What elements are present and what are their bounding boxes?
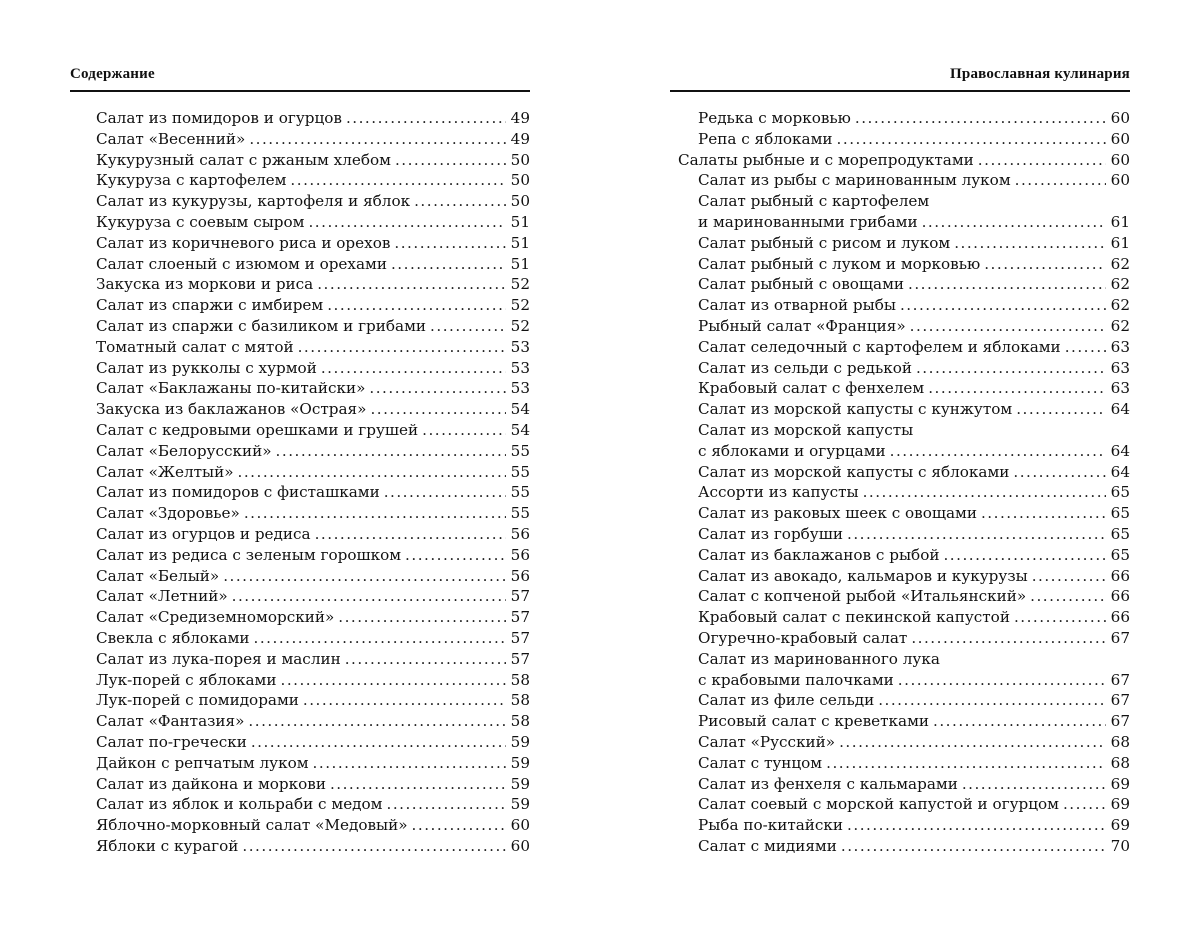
dot-leader (839, 732, 1106, 753)
entry-title: Салат с мидиями (698, 836, 837, 855)
page-number: 62 (1110, 296, 1130, 315)
page-number: 60 (1110, 171, 1130, 190)
entry-title: Салат из лука-порея и маслин (96, 649, 341, 668)
page-number: 49 (510, 109, 530, 127)
page-number: 50 (510, 171, 530, 190)
dot-leader (1065, 337, 1106, 358)
toc-entry (96, 794, 530, 815)
toc-entry (678, 212, 1130, 233)
dot-leader (338, 607, 506, 628)
entry-title: Салат из горбуши (698, 524, 843, 543)
toc-entry (96, 399, 530, 420)
toc-entry (678, 836, 1130, 857)
entry-title: Рыба по-китайски (698, 816, 844, 835)
entry-title: Салат с кедровыми орешками и грушей (96, 420, 419, 439)
toc-entry (96, 732, 530, 753)
toc-entry (678, 607, 1130, 628)
entry-title: Салат с тунцом (698, 753, 823, 772)
entry-title: Рисовый салат с креветками (698, 712, 930, 731)
page-number: 67 (1110, 691, 1130, 710)
entry-title: Салат по-гречески (96, 732, 247, 751)
entry-title: Салат из рыбы с маринованным луком (698, 171, 1011, 190)
entry-title: Салат из дайкона и моркови (96, 774, 326, 793)
entry-title: Салат из спаржи с имбирем (96, 296, 324, 315)
page-number: 59 (510, 753, 530, 772)
dot-leader (1016, 399, 1106, 420)
page-number: 60 (510, 836, 530, 855)
dot-leader (308, 212, 506, 233)
page-number: 56 (510, 566, 530, 585)
page-number: 52 (510, 316, 530, 335)
dot-leader (855, 108, 1106, 129)
page-number: 57 (510, 608, 530, 627)
entry-title: Салат из морской капусты (698, 420, 914, 439)
page-number: 66 (1110, 566, 1130, 585)
dot-leader (414, 191, 506, 212)
page-number: 62 (1110, 275, 1130, 294)
page-number: 62 (1110, 254, 1130, 273)
toc-entry (96, 441, 530, 462)
toc-entry (96, 628, 530, 649)
dot-leader (837, 129, 1106, 150)
toc-entry (96, 212, 530, 233)
page-number: 49 (510, 129, 530, 148)
entry-title: с яблоками и огурцами (698, 441, 886, 460)
entry-title: Салат из рукколы с хурмой (96, 358, 317, 377)
running-header: Православная кулинария (950, 66, 1130, 82)
toc-entry (678, 358, 1130, 379)
page-number: 67 (1110, 670, 1130, 689)
page-number: 65 (1110, 545, 1130, 564)
page-number: 55 (510, 504, 530, 523)
toc-entry (96, 607, 530, 628)
entry-title: Салат «Летний» (96, 587, 228, 606)
entry-title: Томатный салат с мятой (96, 337, 294, 356)
dot-leader (248, 711, 506, 732)
entry-title: Салат из яблок и кольраби с медом (96, 795, 383, 814)
dot-leader (1032, 566, 1106, 587)
page-number: 60 (1110, 129, 1130, 148)
entry-title: Салат селедочный с картофелем и яблоками (698, 337, 1061, 356)
page-number: 70 (1110, 836, 1130, 855)
dot-leader (394, 233, 506, 254)
dot-leader (922, 212, 1106, 233)
entry-title: Крабовый салат с фенхелем (698, 379, 925, 398)
toc-entry (678, 794, 1130, 815)
dot-leader (910, 316, 1106, 337)
toc-entry (678, 462, 1130, 483)
dot-leader (847, 815, 1106, 836)
dot-leader (369, 378, 506, 399)
dot-leader (254, 628, 506, 649)
page-number: 63 (1110, 358, 1130, 377)
dot-leader (345, 649, 506, 670)
toc-list (678, 108, 1130, 857)
page-number: 57 (510, 587, 530, 606)
toc-entry (678, 295, 1130, 316)
dot-leader (962, 774, 1106, 795)
entry-title: с крабовыми палочками (698, 670, 894, 689)
toc-entry (678, 129, 1130, 150)
page-number: 57 (510, 649, 530, 668)
entry-title: Салат из отварной рыбы (698, 296, 896, 315)
toc-entry (96, 150, 530, 171)
page-number: 57 (510, 628, 530, 647)
toc-entry (96, 233, 530, 254)
entry-title: Салат из кукурузы, картофеля и яблок (96, 192, 411, 211)
toc-list (96, 108, 530, 857)
entry-title: Салат рыбный с луком и морковью (698, 254, 981, 273)
entry-title: Ассорти из капусты (698, 483, 859, 502)
entry-title: Салат из морской капусты с кунжутом (698, 400, 1013, 419)
dot-leader (863, 482, 1106, 503)
page-number: 55 (510, 483, 530, 502)
entry-title: Лук-порей с яблоками (96, 670, 277, 689)
dot-leader (290, 170, 506, 191)
header-rule (670, 90, 1130, 92)
dot-leader (330, 774, 506, 795)
entry-title: Салат «Средиземноморский» (96, 608, 335, 627)
entry-title: и маринованными грибами (698, 212, 918, 231)
dot-leader (826, 753, 1106, 774)
dot-leader (346, 108, 506, 129)
page-number: 61 (1110, 233, 1130, 252)
page-number: 68 (1110, 753, 1130, 772)
entry-title: Кукуруза с картофелем (96, 171, 287, 190)
dot-leader (251, 732, 506, 753)
page-number: 65 (1110, 524, 1130, 543)
toc-entry (678, 254, 1130, 275)
dot-leader (223, 566, 506, 587)
entry-title: Салат из баклажанов с рыбой (698, 545, 940, 564)
toc-entry (678, 628, 1130, 649)
toc-entry (96, 337, 530, 358)
toc-entry (678, 545, 1130, 566)
page-number: 58 (510, 712, 530, 731)
entry-title: Салат из авокадо, кальмаров и кукурузы (698, 566, 1028, 585)
toc-entry (96, 254, 530, 275)
entry-title: Салат «Весенний» (96, 129, 246, 148)
toc-entry (96, 711, 530, 732)
entry-title: Салат из маринованного лука (698, 649, 940, 668)
dot-leader (933, 711, 1106, 732)
toc-entry (96, 420, 530, 441)
entry-title: Салат из помидоров и огурцов (96, 109, 342, 127)
entry-title: Закуска из баклажанов «Острая» (96, 400, 367, 419)
page-number: 55 (510, 441, 530, 460)
dot-leader (1063, 794, 1106, 815)
page-number: 63 (1110, 379, 1130, 398)
dot-leader (943, 545, 1106, 566)
toc-entry (678, 399, 1130, 420)
entry-title: Дайкон с репчатым луком (96, 753, 309, 772)
dot-leader (422, 420, 506, 441)
page-number: 56 (510, 545, 530, 564)
page-number: 66 (1110, 608, 1130, 627)
page-number: 54 (510, 420, 530, 439)
entry-title: Салат из огурцов и редиса (96, 524, 311, 543)
dot-leader (1015, 170, 1106, 191)
toc-entry (678, 690, 1130, 711)
toc-entry (678, 482, 1130, 503)
entry-title: Крабовый салат с пекинской капустой (698, 608, 1010, 627)
toc-entry (96, 462, 530, 483)
header-rule (70, 90, 530, 92)
dot-leader (327, 295, 506, 316)
toc-entry (678, 774, 1130, 795)
entry-title: Салат из коричневого риса и орехов (96, 233, 391, 252)
page-number: 59 (510, 795, 530, 814)
entry-title: Салат из филе сельди (698, 691, 875, 710)
page-number: 58 (510, 670, 530, 689)
toc-entry (678, 566, 1130, 587)
page-number: 50 (510, 150, 530, 169)
page-number: 60 (1110, 150, 1130, 169)
page-number: 52 (510, 296, 530, 315)
dot-leader (984, 254, 1106, 275)
toc-entry (678, 170, 1130, 191)
toc-entry (96, 295, 530, 316)
toc-entry (96, 170, 530, 191)
page-number: 53 (510, 337, 530, 356)
entry-title: Салат из спаржи с базиликом и грибами (96, 316, 427, 335)
toc-entry (96, 108, 530, 129)
dot-leader (954, 233, 1106, 254)
dot-leader (908, 274, 1106, 295)
page-number: 61 (1110, 212, 1130, 231)
dot-leader (384, 482, 506, 503)
dot-leader (412, 815, 506, 836)
dot-leader (1014, 607, 1106, 628)
toc-entry (678, 753, 1130, 774)
page-number: 60 (510, 816, 530, 835)
page-number: 67 (1110, 628, 1130, 647)
toc-entry (96, 815, 530, 836)
toc-entry (678, 711, 1130, 732)
dot-leader (890, 441, 1106, 462)
entry-title: Рыбный салат «Франция» (698, 316, 906, 335)
entry-title: Лук-порей с помидорами (96, 691, 299, 710)
dot-leader (405, 545, 506, 566)
toc-entry (678, 670, 1130, 691)
toc-entry (678, 586, 1130, 607)
entry-title: Салат из раковых шеек с овощами (698, 504, 977, 523)
entry-title: Огуречно-крабовый салат (698, 628, 908, 647)
page-number: 50 (510, 192, 530, 211)
toc-entry (96, 690, 530, 711)
page-number: 59 (510, 732, 530, 751)
dot-leader (916, 358, 1106, 379)
page-number: 69 (1110, 774, 1130, 793)
dot-leader (242, 836, 506, 857)
entry-title: Салат «Здоровье» (96, 504, 240, 523)
entry-title: Салат с копченой рыбой «Итальянский» (698, 587, 1027, 606)
page-number: 53 (510, 358, 530, 377)
page-number: 65 (1110, 483, 1130, 502)
entry-title: Редька с морковью (698, 109, 851, 127)
entry-title: Салат из морской капусты с яблоками (698, 462, 1010, 481)
toc-entry (678, 378, 1130, 399)
dot-leader (391, 254, 506, 275)
entry-title: Свекла с яблоками (96, 628, 250, 647)
entry-title: Салаты рыбные и с морепродуктами (678, 150, 974, 169)
page-number: 51 (510, 212, 530, 231)
toc-entry (678, 191, 1130, 212)
entry-title: Салат «Фантазия» (96, 712, 245, 731)
dot-leader (928, 378, 1106, 399)
dot-leader (847, 524, 1106, 545)
dot-leader (313, 753, 506, 774)
toc-entry (96, 129, 530, 150)
dot-leader (1013, 462, 1106, 483)
page-number: 64 (1110, 462, 1130, 481)
toc-entry (96, 316, 530, 337)
page-number: 63 (1110, 337, 1130, 356)
entry-title: Салат слоеный с изюмом и орехами (96, 254, 387, 273)
entry-title: Салат «Белый» (96, 566, 220, 585)
page-number: 64 (1110, 441, 1130, 460)
dot-leader (898, 670, 1106, 691)
entry-title: Салат рыбный с рисом и луком (698, 233, 951, 252)
entry-title: Яблоки с курагой (96, 836, 239, 855)
toc-entry (96, 753, 530, 774)
entry-title: Салат рыбный с овощами (698, 275, 905, 294)
toc-entry (96, 774, 530, 795)
toc-entry (678, 732, 1130, 753)
entry-title: Кукурузный салат с ржаным хлебом (96, 150, 391, 169)
running-header: Содержание (70, 66, 155, 82)
page-number: 67 (1110, 712, 1130, 731)
page-number: 62 (1110, 316, 1130, 335)
entry-title: Репа с яблоками (698, 129, 833, 148)
entry-title: Салат соевый с морской капустой и огурцом (698, 795, 1059, 814)
toc-entry (678, 420, 1130, 441)
page-number: 65 (1110, 504, 1130, 523)
dot-leader (395, 150, 506, 171)
page-number: 53 (510, 379, 530, 398)
toc-entry (678, 524, 1130, 545)
page-number: 66 (1110, 587, 1130, 606)
page-number: 69 (1110, 816, 1130, 835)
dot-leader (281, 670, 507, 691)
page-number: 51 (510, 233, 530, 252)
toc-entry (96, 545, 530, 566)
toc-entry (96, 482, 530, 503)
dot-leader (303, 690, 506, 711)
toc-entry (96, 358, 530, 379)
page-number: 69 (1110, 795, 1130, 814)
entry-title: Салат из сельди с редькой (698, 358, 912, 377)
toc-entry (96, 378, 530, 399)
entry-title: Салат из фенхеля с кальмарами (698, 774, 958, 793)
entry-title: Яблочно-морковный салат «Медовый» (96, 816, 408, 835)
dot-leader (298, 337, 506, 358)
toc-entry (96, 836, 530, 857)
toc-entry (678, 503, 1130, 524)
page-number: 59 (510, 774, 530, 793)
dot-leader (878, 690, 1106, 711)
entry-title: Салат «Желтый» (96, 462, 234, 481)
page-number: 55 (510, 462, 530, 481)
dot-leader (911, 628, 1106, 649)
page-number: 52 (510, 275, 530, 294)
page-number: 64 (1110, 400, 1130, 419)
dot-leader (244, 503, 506, 524)
page-number: 54 (510, 400, 530, 419)
toc-entry (678, 150, 1130, 171)
entry-title: Кукуруза с соевым сыром (96, 212, 305, 231)
dot-leader (249, 129, 506, 150)
dot-leader (321, 358, 506, 379)
entry-title: Салат из помидоров с фисташками (96, 483, 380, 502)
dot-leader (430, 316, 506, 337)
toc-entry (96, 566, 530, 587)
dot-leader (1030, 586, 1106, 607)
page-number: 58 (510, 691, 530, 710)
toc-entry (96, 524, 530, 545)
toc-entry (678, 815, 1130, 836)
toc-entry (678, 441, 1130, 462)
toc-entry (96, 649, 530, 670)
page-number: 56 (510, 524, 530, 543)
dot-leader (370, 399, 506, 420)
entry-title: Салат из редиса с зеленым горошком (96, 545, 402, 564)
dot-leader (841, 836, 1106, 857)
toc-entry (96, 670, 530, 691)
entry-title: Салат «Русский» (698, 732, 836, 751)
toc-entry (678, 337, 1130, 358)
dot-leader (387, 794, 507, 815)
toc-entry (678, 274, 1130, 295)
toc-entry (678, 108, 1130, 129)
toc-entry (678, 233, 1130, 254)
dot-leader (981, 503, 1106, 524)
toc-entry (96, 586, 530, 607)
entry-title: Салат рыбный с картофелем (698, 192, 930, 211)
dot-leader (978, 150, 1106, 171)
toc-entry (96, 274, 530, 295)
entry-title: Салат «Баклажаны по-китайски» (96, 379, 366, 398)
page-number: 51 (510, 254, 530, 273)
dot-leader (232, 586, 506, 607)
entry-title: Салат «Белорусский» (96, 441, 272, 460)
dot-leader (315, 524, 506, 545)
page-number: 60 (1110, 109, 1130, 127)
page-number: 68 (1110, 732, 1130, 751)
dot-leader (238, 462, 506, 483)
toc-entry (678, 649, 1130, 670)
toc-entry (96, 503, 530, 524)
dot-leader (276, 441, 506, 462)
dot-leader (317, 274, 506, 295)
toc-entry (96, 191, 530, 212)
dot-leader (900, 295, 1106, 316)
entry-title: Закуска из моркови и риса (96, 275, 314, 294)
toc-entry (678, 316, 1130, 337)
